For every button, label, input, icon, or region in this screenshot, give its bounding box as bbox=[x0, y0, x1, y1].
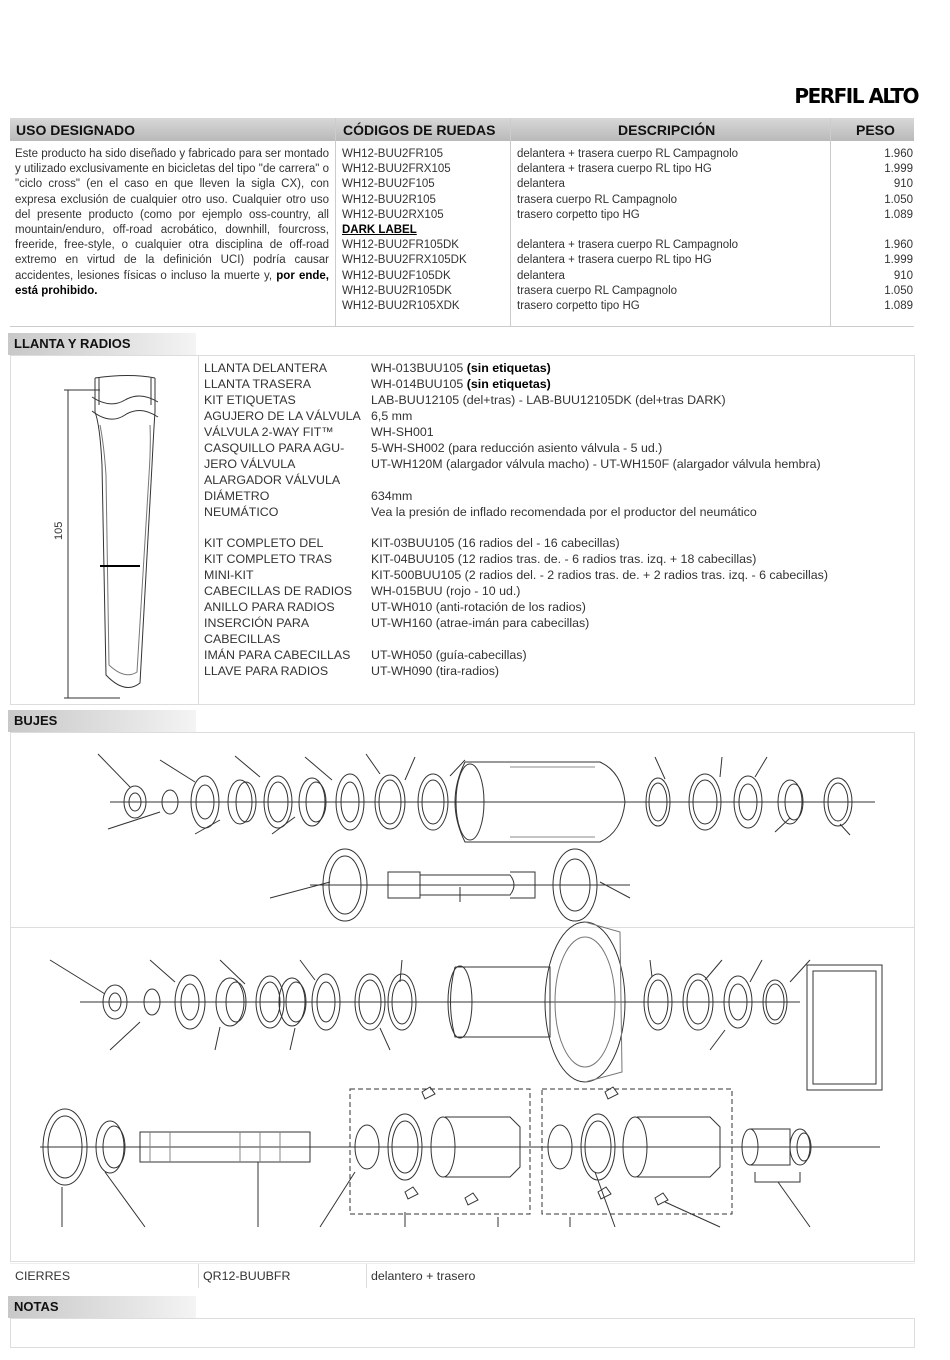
part-label: KIT COMPLETO TRAS bbox=[204, 552, 333, 566]
part-value bbox=[371, 440, 911, 456]
part-value-text: 5-WH-SH002 (para reducción asiento válvula - 5 ud.) bbox=[371, 441, 663, 455]
part-value bbox=[371, 488, 911, 504]
part-value: KIT-500BUU105 (2 radios del. - 2 radios tras. de. + 2 radios tras. izq. - 6 cabecillas) bbox=[371, 568, 828, 582]
parts-labels-a bbox=[204, 360, 364, 520]
part-value: UT-WH090 (tira-radios) bbox=[371, 664, 500, 678]
wheel-desc: delantera + trasera cuerpo RL tipo HG bbox=[517, 163, 712, 176]
parts-values-b bbox=[371, 535, 911, 679]
part-value-text: 6,5 mm bbox=[371, 409, 413, 423]
cierres-row bbox=[10, 1263, 915, 1288]
wheel-code: WH12-BUU2F105 bbox=[342, 178, 435, 191]
part-value-text: WH-014BUU105 bbox=[371, 377, 464, 391]
wheel-code-dark: WH12-BUU2R105XDK bbox=[342, 300, 460, 313]
part-value-text: LAB-BUU12105 (del+tras) - LAB-BUU12105DK (del+tras DARK) bbox=[371, 393, 726, 407]
wheel-desc: delantera bbox=[517, 178, 565, 191]
part-value-bold: (sin etiquetas) bbox=[466, 377, 551, 391]
section-notas: NOTAS bbox=[8, 1296, 196, 1318]
part-value bbox=[371, 360, 911, 376]
header-codigos: CÓDIGOS DE RUEDAS bbox=[343, 122, 496, 138]
wheel-weight-dark: 1.960 bbox=[884, 239, 913, 252]
wheel-weight-dark: 1.050 bbox=[884, 284, 913, 297]
part-label: CABECILLAS bbox=[204, 632, 281, 646]
page-title: PERFIL ALTO bbox=[794, 84, 918, 108]
table-header bbox=[10, 118, 914, 141]
part-label: KIT ETIQUETAS bbox=[204, 393, 296, 407]
wheel-desc-dark: delantera + trasera cuerpo RL tipo HG bbox=[517, 254, 712, 267]
part-value: KIT-03BUU105 (16 radios del - 16 cabecillas) bbox=[371, 536, 620, 550]
part-label: LLAVE PARA RADIOS bbox=[204, 664, 329, 678]
cierres-code: QR12-BUUBFR bbox=[203, 1269, 291, 1283]
wheel-code-dark: WH12-BUU2FR105DK bbox=[342, 239, 459, 252]
wheel-desc: trasero corpetto tipo HG bbox=[517, 208, 640, 221]
cierres-desc: delantero + trasero bbox=[371, 1269, 476, 1283]
part-value bbox=[371, 456, 911, 472]
part-value bbox=[371, 376, 911, 392]
part-value: UT-WH160 (atrae-imán para cabecillas) bbox=[371, 616, 590, 630]
wheel-desc-dark: delantera + trasera cuerpo RL Campagnolo bbox=[517, 239, 739, 252]
part-label: NEUMÁTICO bbox=[204, 505, 279, 519]
part-value: WH-015BUU (rojo - 10 ud.) bbox=[371, 584, 521, 598]
part-label: VÁLVULA 2-WAY FIT™ bbox=[204, 425, 334, 439]
cierres-label: CIERRES bbox=[15, 1269, 71, 1283]
wheel-code-dark: WH12-BUU2FRX105DK bbox=[342, 254, 467, 267]
part-label: LLANTA TRASERA bbox=[204, 377, 311, 391]
part-value-text: WH-SH001 bbox=[371, 425, 434, 439]
uso-designado-text: Este producto ha sido diseñado y fabricado para ser montado y utilizado exclusivamente en bicicletas del tipo "de carrera" o "ciclo cross" (en el caso en que lleven la sigla CX), con expresa exclusión de cualquier otro uso. Cualquier otro uso del presente producto (como por ejemplo oss-country, all mountain/enduro, off-road acrobático, downhill, fourcross, freeride, free-style, o cualquier otra disciplina de off-road extremo en virtud de la definición UCI) podría causar accidentes, lesiones físicas o incluso la muerte y, por ende, está prohibido. bbox=[15, 148, 330, 297]
part-value-bold: (sin etiquetas) bbox=[466, 361, 551, 375]
parts-values-a bbox=[371, 360, 911, 520]
dark-label-heading: DARK LABEL bbox=[342, 224, 417, 237]
part-value-text: Vea la presión de inflado recomendada por el productor del neumático bbox=[371, 505, 757, 519]
wheel-code-dark: WH12-BUU2R105DK bbox=[342, 284, 452, 297]
part-value-text: WH-013BUU105 bbox=[371, 361, 464, 375]
wheel-descriptions bbox=[517, 147, 827, 314]
wheel-weight-dark: 910 bbox=[893, 269, 913, 282]
part-label: MINI-KIT bbox=[204, 568, 254, 582]
header-descripcion: DESCRIPCIÓN bbox=[618, 122, 716, 138]
part-value bbox=[371, 392, 911, 408]
header-peso: PESO bbox=[856, 122, 895, 138]
wheel-code: WH12-BUU2FR105 bbox=[342, 148, 443, 160]
part-value bbox=[371, 631, 911, 647]
parts-labels-b bbox=[204, 535, 364, 679]
wheel-weights bbox=[836, 147, 913, 314]
wheel-weight: 1.999 bbox=[884, 163, 913, 176]
wheel-codes bbox=[342, 147, 507, 314]
rear-hub-parts bbox=[50, 922, 882, 1090]
part-value bbox=[371, 408, 911, 424]
part-value bbox=[371, 424, 911, 440]
rim-profile-drawing bbox=[40, 365, 190, 705]
part-label: ALARGADOR VÁLVULA bbox=[204, 473, 341, 487]
part-label: IMÁN PARA CABECILLAS bbox=[204, 648, 351, 662]
section-bujes: BUJES bbox=[8, 710, 196, 732]
part-value bbox=[371, 472, 911, 488]
part-label: CASQUILLO PARA AGU- bbox=[204, 441, 345, 455]
part-label: CABECILLAS DE RADIOS bbox=[204, 584, 353, 598]
front-hub-parts bbox=[98, 754, 852, 921]
wheel-code: WH12-BUU2FRX105 bbox=[342, 163, 451, 176]
part-label: ANILLO PARA RADIOS bbox=[204, 600, 335, 614]
part-label: DIÁMETRO bbox=[204, 489, 270, 503]
wheel-code: WH12-BUU2RX105 bbox=[342, 208, 444, 221]
wheel-weight: 1.089 bbox=[884, 208, 913, 221]
part-value-text: 634mm bbox=[371, 489, 413, 503]
notas-box bbox=[10, 1318, 915, 1348]
wheel-code-dark: WH12-BUU2F105DK bbox=[342, 269, 451, 282]
part-value bbox=[371, 504, 911, 520]
part-value: KIT-04BUU105 (12 radios tras. de. - 6 radios tras. izq. + 18 cabecillas) bbox=[371, 552, 757, 566]
wheel-weight: 1.050 bbox=[884, 193, 913, 206]
section-llanta: LLANTA Y RADIOS bbox=[8, 333, 196, 355]
wheel-desc: trasera cuerpo RL Campagnolo bbox=[517, 193, 678, 206]
wheel-weight-dark: 1.089 bbox=[884, 300, 913, 313]
part-value: UT-WH010 (anti-rotación de los radios) bbox=[371, 600, 586, 614]
part-label: LLANTA DELANTERA bbox=[204, 361, 328, 375]
wheel-code: WH12-BUU2R105 bbox=[342, 193, 436, 206]
part-value: UT-WH050 (guía-cabecillas) bbox=[371, 648, 527, 662]
wheel-desc-dark: delantera bbox=[517, 269, 565, 282]
hub-exploded-diagram bbox=[10, 732, 915, 1260]
part-label: JERO VÁLVULA bbox=[204, 457, 296, 471]
wheel-desc-dark: trasera cuerpo RL Campagnolo bbox=[517, 284, 678, 297]
part-label: INSERCIÓN PARA bbox=[204, 616, 310, 630]
part-value-text: UT-WH120M (alargador válvula macho) - UT-WH150F (alargador válvula hembra) bbox=[371, 457, 821, 471]
rim-dimension-label: 105 bbox=[53, 521, 65, 540]
part-label: AGUJERO DE LA VÁLVULA bbox=[204, 409, 361, 423]
part-label: KIT COMPLETO DEL bbox=[204, 536, 324, 550]
wheel-weight: 910 bbox=[893, 178, 913, 191]
wheel-weight-dark: 1.999 bbox=[884, 254, 913, 267]
wheel-desc: delantera + trasera cuerpo RL Campagnolo bbox=[517, 148, 739, 160]
wheel-desc-dark: trasero corpetto tipo HG bbox=[517, 300, 640, 313]
wheel-weight: 1.960 bbox=[884, 148, 913, 160]
header-uso: USO DESIGNADO bbox=[16, 122, 136, 138]
